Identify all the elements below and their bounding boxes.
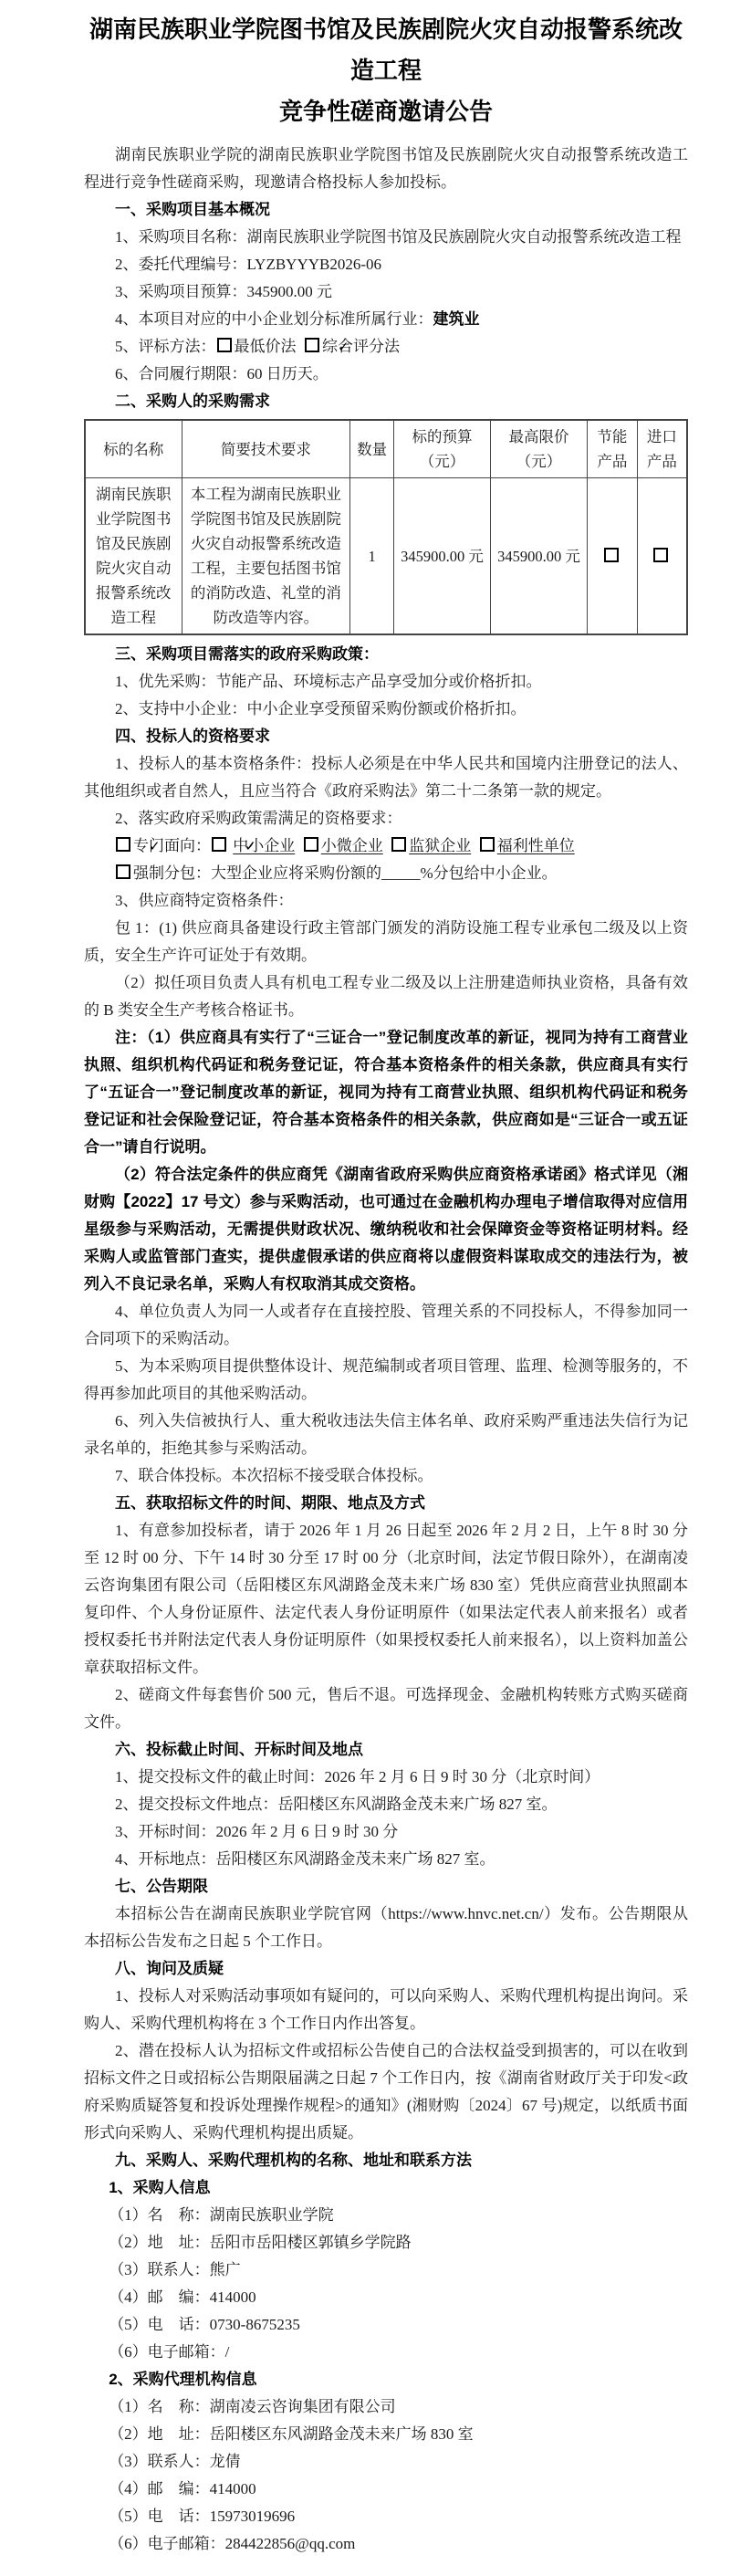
project-budget-item: 3、采购项目预算：345900.00 元 [115,283,332,300]
col-header-budget: 标的预算（元） [394,420,491,478]
buyer-name-line: （1）名 称：湖南民族职业学院 [109,2206,334,2224]
intro-paragraph: 湖南民族职业学院的湖南民族职业学院图书馆及民族剧院火灾自动报警系统改造工程进行竞争性磋商采购，现邀请合格投标人参加投标。 [84,146,688,191]
table-row [85,478,687,635]
qualification-item-5: 5、为本采购项目提供整体设计、规范编制或者项目管理、监理、检测等服务的，不得再参加此项目的其他采购活动。 [84,1357,688,1402]
contract-period-item: 6、合同履行期限：60 日历天。 [115,365,328,382]
section-9-heading: 九、采购人、采购代理机构的名称、地址和联系方法 [115,2152,472,2169]
section-6-heading: 六、投标截止时间、开标时间及地点 [115,1741,363,1758]
col-header-imported: 进口产品 [637,420,687,478]
mandatory-subcontract-label: 强制分包：大型企业应将采购份额的_____%分包给中小企业。 [133,864,558,882]
prison-enterprise-label: 监狱企业 [409,837,472,854]
qualification-item-7: 7、联合体投标。本次招标不接受联合体投标。 [115,1467,433,1484]
agency-name-line: （1）名 称：湖南凌云咨询集团有限公司 [109,2398,396,2415]
col-header-target-name: 标的名称 [85,420,182,478]
comprehensive-scoring-method-label: 综合评分法 [322,338,400,355]
project-name-item: 1、采购项目名称：湖南民族职业学院图书馆及民族剧院火灾自动报警系统改造工程 [115,228,682,246]
qualification-basic-item: 1、投标人的基本资格条件：投标人必须是在中华人民共和国境内注册登记的法人、其他组织或者自然人，且应当符合《政府采购法》第二十二条第一款的规定。 [84,755,688,800]
checkbox-welfare-unit [480,837,495,852]
section-2-heading: 二、采购人的采购需求 [115,393,270,410]
checkbox-dedicated [116,837,130,852]
dedicated-procurement-line [84,832,688,860]
qualification-policy-item: 2、落实政府采购政策需满足的资格要求： [115,810,402,827]
welfare-unit-label: 福利性单位 [496,837,575,854]
table-header-row [85,420,687,478]
buyer-postcode-line: （4）邮 编：414000 [109,2288,256,2306]
cell-max-price: 345900.00 元 [491,478,588,635]
policy-priority-item: 1、优先采购：节能产品、环境标志产品享受加分或价格折扣。 [115,673,542,690]
cell-target-name: 湖南民族职业学院图书馆及民族剧院火灾自动报警系统改造工程 [85,478,182,635]
micro-enterprise-label: 小微企业 [320,837,383,854]
checkbox-mandatory-subcontract [116,864,130,879]
checkbox-micro-enterprise [304,837,318,852]
col-header-max-price: 最高限价（元） [491,420,588,478]
section-3-heading: 三、采购项目需落实的政府采购政策： [115,645,379,663]
buyer-info-heading: 1、采购人信息 [109,2179,211,2196]
evaluation-method-item [84,333,688,361]
document-obtain-item-2: 2、磋商文件每套售价 500 元，售后不退。可选择现金、金融机构转账方式购买磋商文件。 [84,1686,688,1731]
section-1-heading: 一、采购项目基本概况 [115,201,270,218]
section-5-heading: 五、获取招标文件的时间、期限、地点及方式 [115,1494,425,1512]
package1-requirement-2: （2）拟任项目负责人具有机电工程专业二级及以上注册建造师执业资格，具备有效的 B 类安全生产考核合格证书。 [84,974,688,1019]
qualification-item-4: 4、单位负责人为同一人或者存在直接控股、管理关系的不同投标人，不得参加同一合同项下的采购活动。 [84,1303,688,1347]
policy-sme-item: 2、支持中小企业：中小企业享受预留采购份额或价格折扣。 [115,700,527,717]
bid-opening-time-item: 3、开标时间：2026 年 2 月 6 日 9 时 30 分 [115,1823,399,1840]
agency-phone-line: （5）电 话：15973019696 [109,2508,296,2525]
qualification-specific-item: 3、供应商特定资格条件： [115,892,294,909]
dedicated-label: 专门面向： [133,837,211,854]
document-obtain-item-1: 1、有意参加投标者，请于 2026 年 1 月 26 日起至 2026 年 2 月 2 日，上午 8 时 30 分至 12 时 00 分、下午 14 时 30 分至 17 时 00 分（北京时间，法定节假日除外），在湖南凌云咨询集团有限公司（岳阳楼区东风湖路金茂未来广场 830 室）凭供应商营业执照副本复印件、个人身份证原件、法定代表人身份证明原件（如果法定代表人前来报名）或者授权委托书并附法定代表人身份证明原件（如果授权委托人前来报名），以上资料加盖公章获取招标文件。 [84,1522,688,1676]
sme-label: 中小企业 [233,837,296,854]
inquiry-item-2: 2、潜在投标人认为招标文件或招标公告使自己的合法权益受到损害的，可以在收到招标文件之日或招标公告期限届满之日起 7 个工作日内，按《湖南省财政厅关于印发<政府采购质疑答复和投诉处理操作规程>的通知》(湘财购〔2024〕67 号)规定，以纸质书面形式向采购人、采购代理机构提出质疑。 [84,2042,688,2141]
bid-deadline-item: 1、提交投标文件的截止时间：2026 年 2 月 6 日 9 时 30 分（北京时间） [115,1768,600,1785]
checkbox-sme [212,837,226,852]
bid-submission-place-item: 2、提交投标文件地点：岳阳楼区东风湖路金茂未来广场 827 室。 [115,1796,558,1813]
cell-quantity: 1 [350,478,394,635]
checkbox-energy-saving [604,548,619,562]
agency-info-heading: 2、采购代理机构信息 [109,2371,257,2388]
note-paragraph-1: 注：（1）供应商具有实行了“三证合一”登记制度改革的新证，视同为持有工商营业执照、组织机构代码证和税务登记证，符合基本资格条件的相关条款，供应商具有实行了“五证合一”登记制度改革的新证，视同为持有工商营业执照、组织机构代码证和税务登记证和社会保险登记证，符合基本资格条件的相关条款，供应商如是“三证合一或五证合一”请自行说明。 [84,1029,688,1156]
agency-postcode-line: （4）邮 编：414000 [109,2480,256,2497]
col-header-quantity: 数量 [350,420,394,478]
title-line-1: 湖南民族职业学院图书馆及民族剧院火灾自动报警系统改造工程 [89,16,683,84]
package1-requirement-1: 包 1：(1) 供应商具备建设行政主管部门颁发的消防设施工程专业承包二级及以上资质，安全生产许可证处于有效期。 [84,919,688,964]
qualification-item-6: 6、列入失信被执行人、重大税收违法失信主体名单、政府采购严重违法失信行为记录名单的，拒绝其参与采购活动。 [84,1412,688,1457]
col-header-energy-saving: 节能产品 [588,420,638,478]
announcement-period-paragraph: 本招标公告在湖南民族职业学院官网（https://www.hnvc.net.cn/）发布。公告期限从本招标公告发布之日起 5 个工作日。 [84,1905,688,1950]
agency-ref-number-item: 2、委托代理编号：LYZBYYYB2026-06 [115,256,382,273]
cell-imported [637,478,687,635]
lowest-price-method-label: 最低价法 [234,338,297,355]
buyer-contact-person-line: （3）联系人：熊广 [109,2261,241,2278]
buyer-email-line: （6）电子邮箱：/ [109,2343,230,2361]
col-header-technical-requirements: 简要技术要求 [182,420,350,478]
section-4-heading: 四、投标人的资格要求 [115,728,270,745]
checkbox-lowest-price-method [217,338,232,352]
cell-technical-requirements: 本工程为湖南民族职业学院图书馆及民族剧院火灾自动报警系统改造工程，主要包括图书馆的消防改造、礼堂的消防改造等内容。 [182,478,350,635]
checkbox-imported [653,548,668,562]
industry-item [84,306,688,333]
agency-address-line: （2）地 址：岳阳楼区东风湖路金茂未来广场 830 室 [109,2425,474,2443]
mandatory-subcontract-line [84,860,688,887]
note-paragraph-2: （2）符合法定条件的供应商凭《湖南省政府采购供应商资格承诺函》格式详见（湘财购【2022】17 号文）参与采购活动，也可通过在金融机构办理电子增信取得对应信用星级参与采购活动，无需提供财政状况、缴纳税收和社会保障资金等资格证明材料。经采购人或监管部门查实，提供虚假承诺的供应商将以虚假资料谋取成交的违法行为，被列入不良记录名单，采购人有权取消其成交资格。 [84,1166,688,1293]
section-7-heading: 七、公告期限 [115,1878,208,1895]
title-line-2: 竞争性磋商邀请公告 [278,98,493,125]
industry-value: 建筑业 [433,310,480,328]
checkbox-prison-enterprise [391,837,406,852]
buyer-phone-line: （5）电 话：0730-8675235 [109,2316,300,2333]
agency-email-line: （6）电子邮箱：284422856@qq.com [109,2535,356,2552]
section-8-heading: 八、询问及质疑 [115,1960,224,1977]
page-title [84,9,688,132]
bid-opening-place-item: 4、开标地点：岳阳楼区东风湖路金茂未来广场 827 室。 [115,1850,495,1868]
inquiry-item-1: 1、投标人对采购活动事项如有疑问的，可以向采购人、采购代理机构提出询问。采购人、采购代理机构将在 3 个工作日内作出答复。 [84,1987,688,2032]
evaluation-method-label: 5、评标方法： [115,338,216,355]
cell-energy-saving [588,478,638,635]
buyer-address-line: （2）地 址：岳阳市岳阳楼区郭镇乡学院路 [109,2234,412,2251]
procurement-requirements-table [84,419,688,635]
agency-contact-person-line: （3）联系人：龙倩 [109,2453,241,2470]
cell-budget: 345900.00 元 [394,478,491,635]
industry-label: 4、本项目对应的中小企业划分标准所属行业： [115,310,433,328]
checkbox-comprehensive-scoring-method [305,338,319,352]
